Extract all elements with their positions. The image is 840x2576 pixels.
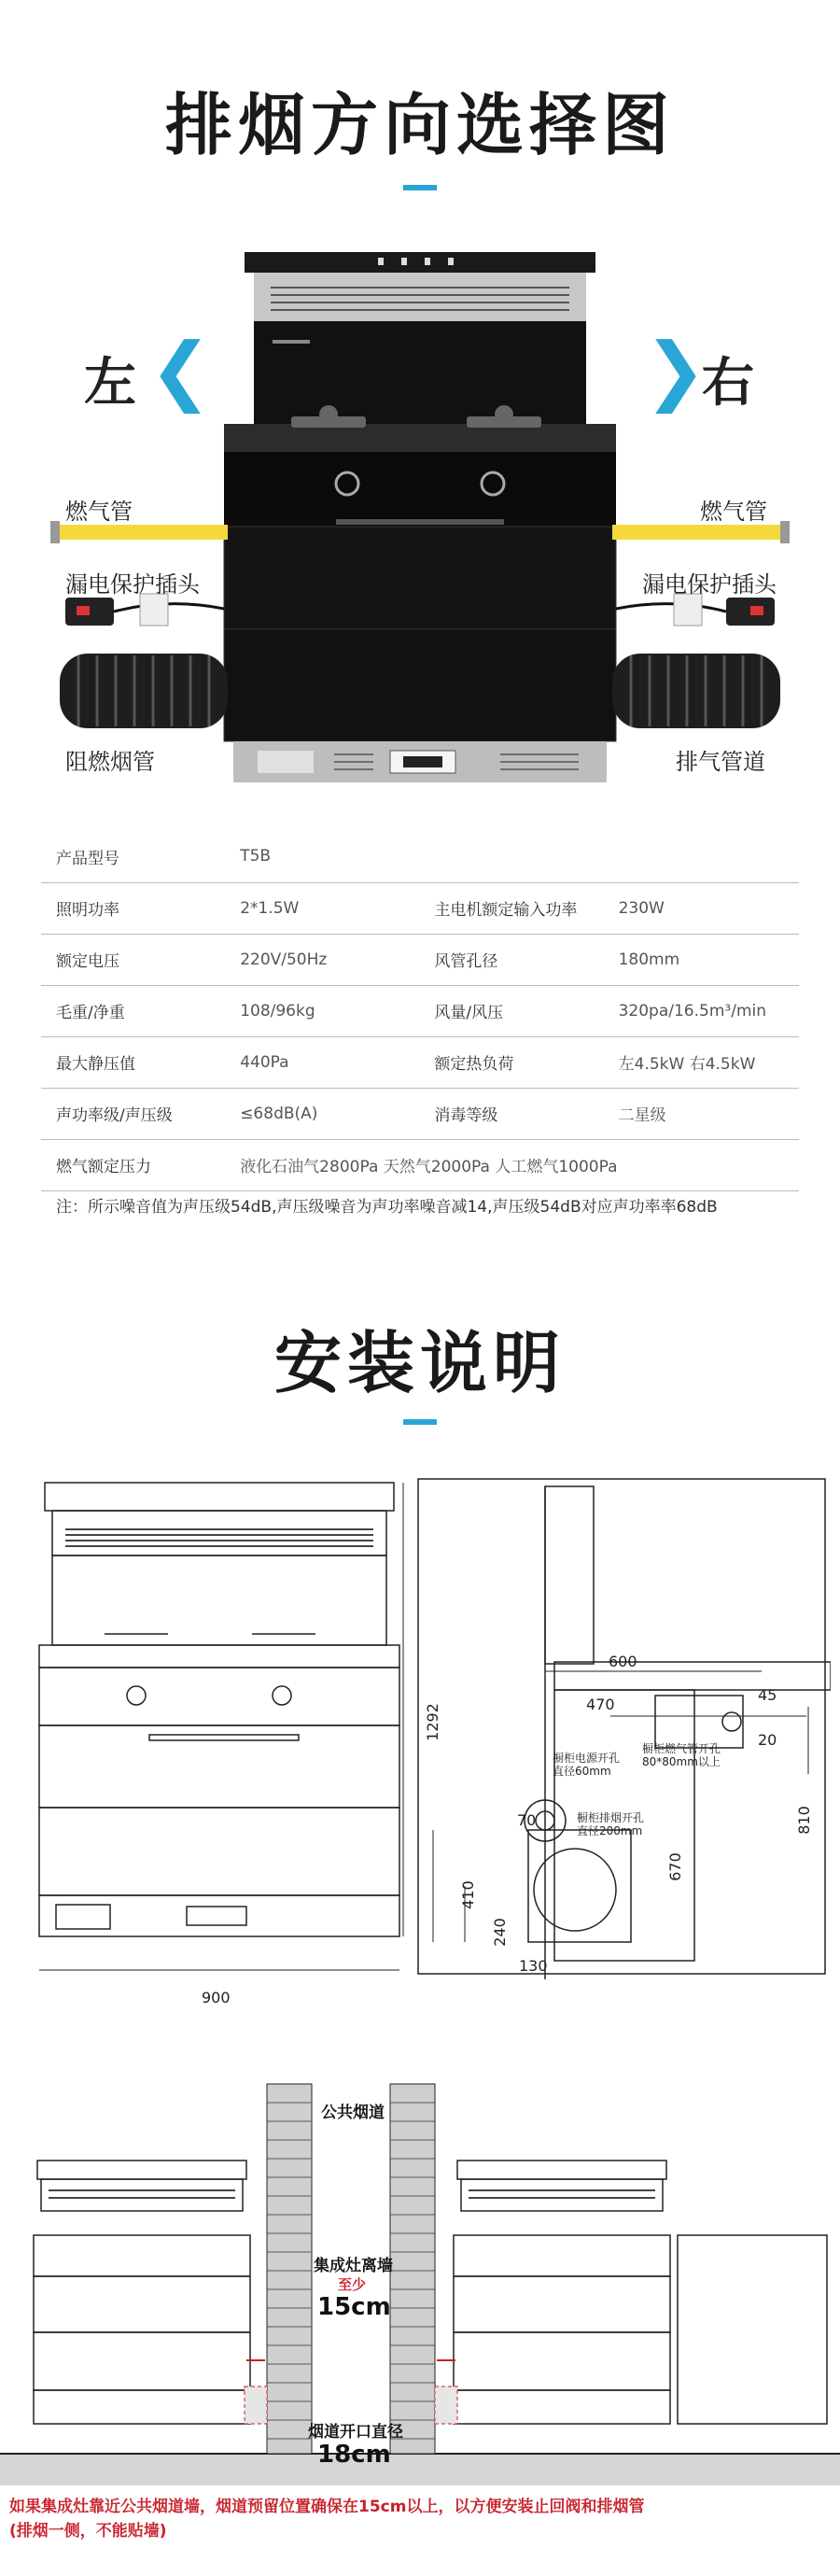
spec-value: ≤68dB(A) — [225, 1088, 419, 1139]
spec-label — [419, 831, 603, 882]
spec-value: 液化石油气2800Pa 天然气2000Pa 人工燃气1000Pa — [225, 1139, 799, 1190]
control-panel — [224, 452, 616, 527]
hood-top-panel — [245, 252, 595, 273]
hood-vent-frame — [254, 273, 586, 321]
opening-value: 18cm — [317, 2441, 391, 2469]
spec-table — [41, 831, 799, 1191]
public-flue-label: 公共烟道 — [321, 2104, 385, 2122]
spec-label: 燃气额定压力 — [41, 1139, 225, 1190]
callout-exhaust-pipe: 排气管道 — [676, 749, 765, 775]
spec-label: 照明功率 — [41, 882, 225, 934]
right-chevron-icon: ❯ — [644, 327, 707, 414]
upper-cabinet — [224, 527, 616, 629]
spec-value — [604, 831, 799, 882]
at-least-label: 至少 — [338, 2276, 367, 2293]
install-title: 安装说明 — [273, 1324, 566, 1402]
dim-side-20: 20 — [758, 1731, 777, 1749]
spec-label: 额定电压 — [41, 934, 225, 985]
brick-wall-right — [390, 2084, 435, 2454]
spec-value: 230W — [604, 882, 799, 934]
spec-row — [41, 831, 799, 882]
annotation-power-hole: 橱柜电源开孔 直径60mm — [553, 1752, 621, 1778]
spec-row — [41, 985, 799, 1036]
stove-outline-right — [454, 2161, 827, 2424]
right-label: 右 — [702, 353, 754, 414]
callout-leak-plug-right: 漏电保护插头 — [642, 571, 777, 598]
callout-gas-pipe-left: 燃气管 — [65, 499, 133, 525]
annotation-gas-hole: 橱柜燃气管开孔 80*80mm以上 — [642, 1742, 721, 1768]
dim-side-670: 670 — [665, 1852, 684, 1881]
lower-cabinet — [224, 629, 616, 741]
callout-flame-pipe: 阻燃烟管 — [65, 749, 155, 775]
dim-side-410: 410 — [458, 1880, 477, 1909]
dim-front-height: 1292 — [423, 1703, 441, 1741]
side-elevation-drawing — [414, 1475, 831, 1979]
leak-plug-right — [616, 594, 775, 626]
dim-side-240: 240 — [490, 1918, 509, 1947]
spec-row — [41, 1088, 799, 1139]
flue-wall-diagram — [0, 2080, 840, 2491]
spec-value: T5B — [225, 831, 419, 882]
footer-warning — [9, 2495, 644, 2543]
spec-value: 320pa/16.5m³/min — [604, 985, 799, 1036]
opening-label: 烟道开口直径 — [308, 2423, 403, 2442]
spec-value: 180mm — [604, 934, 799, 985]
spec-label: 主电机额定输入功率 — [419, 882, 603, 934]
leak-plug-left — [65, 594, 224, 626]
hood-glass-panel — [254, 321, 586, 424]
spec-value: 二星级 — [604, 1088, 799, 1139]
gas-pipe-right — [612, 525, 784, 540]
spec-value: 左4.5kW 右4.5kW — [604, 1036, 799, 1088]
spec-row — [41, 934, 799, 985]
front-vent-grille — [65, 1529, 373, 1546]
spec-label: 毛重/净重 — [41, 985, 225, 1036]
dim-side-45: 45 — [758, 1686, 777, 1704]
left-label: 左 — [84, 353, 136, 414]
spec-value: 220V/50Hz — [225, 934, 419, 985]
spec-value: 440Pa — [225, 1036, 419, 1088]
spec-note: 注：所示噪音值为声压级54dB,声压级噪音为声功率噪音减14,声压级54dB对应声功率率68dB — [56, 1198, 718, 1217]
distance-label: 集成灶离墙 — [314, 2257, 393, 2275]
spec-label: 产品型号 — [41, 831, 225, 882]
spec-value: 2*1.5W — [225, 882, 419, 934]
spec-row — [41, 882, 799, 934]
flame-pipe-left — [60, 654, 228, 728]
exhaust-pipe-right — [612, 654, 780, 728]
install-accent-bar — [403, 1419, 437, 1425]
spec-row — [41, 1036, 799, 1088]
spec-label: 最大静压值 — [41, 1036, 225, 1088]
spec-label: 消毒等级 — [419, 1088, 603, 1139]
page-title: 排烟方向选择图 — [164, 86, 675, 164]
distance-value: 15cm — [317, 2293, 391, 2321]
cooktop — [224, 424, 616, 452]
spec-label: 声功率级/声压级 — [41, 1088, 225, 1139]
dim-front-width: 900 — [202, 1989, 231, 2006]
dim-side-470: 470 — [586, 1696, 615, 1713]
front-elevation-drawing — [19, 1475, 411, 2054]
callout-gas-pipe-right: 燃气管 — [700, 499, 767, 525]
dim-side-depth: 600 — [609, 1653, 637, 1670]
spec-label: 额定热负荷 — [419, 1036, 603, 1088]
stove-outline-left — [34, 2161, 250, 2424]
spec-row — [41, 1139, 799, 1190]
spec-label: 风量/风压 — [419, 985, 603, 1036]
gas-pipe-left — [56, 525, 228, 540]
callout-leak-plug-left: 漏电保护插头 — [65, 571, 200, 598]
spec-value: 108/96kg — [225, 985, 419, 1036]
annotation-exhaust-hole: 橱柜排烟开孔 直径200mm — [577, 1811, 645, 1837]
dim-side-70: 70 — [517, 1811, 537, 1829]
dim-side-130: 130 — [519, 1957, 548, 1975]
title-accent-bar — [403, 185, 437, 190]
footer-warning-line2: (排烟一侧，不能贴墙) — [9, 2522, 167, 2541]
footer-warning-line1: 如果集成灶靠近公共烟道墙，烟道预留位置确保在15cm以上，以方便安装止回阀和排烟管 — [9, 2498, 645, 2516]
brick-wall-left — [267, 2084, 312, 2454]
left-chevron-icon: ❮ — [149, 327, 213, 414]
ground — [0, 2454, 840, 2485]
spec-label: 风管孔径 — [419, 934, 603, 985]
dim-side-810: 810 — [794, 1806, 813, 1835]
